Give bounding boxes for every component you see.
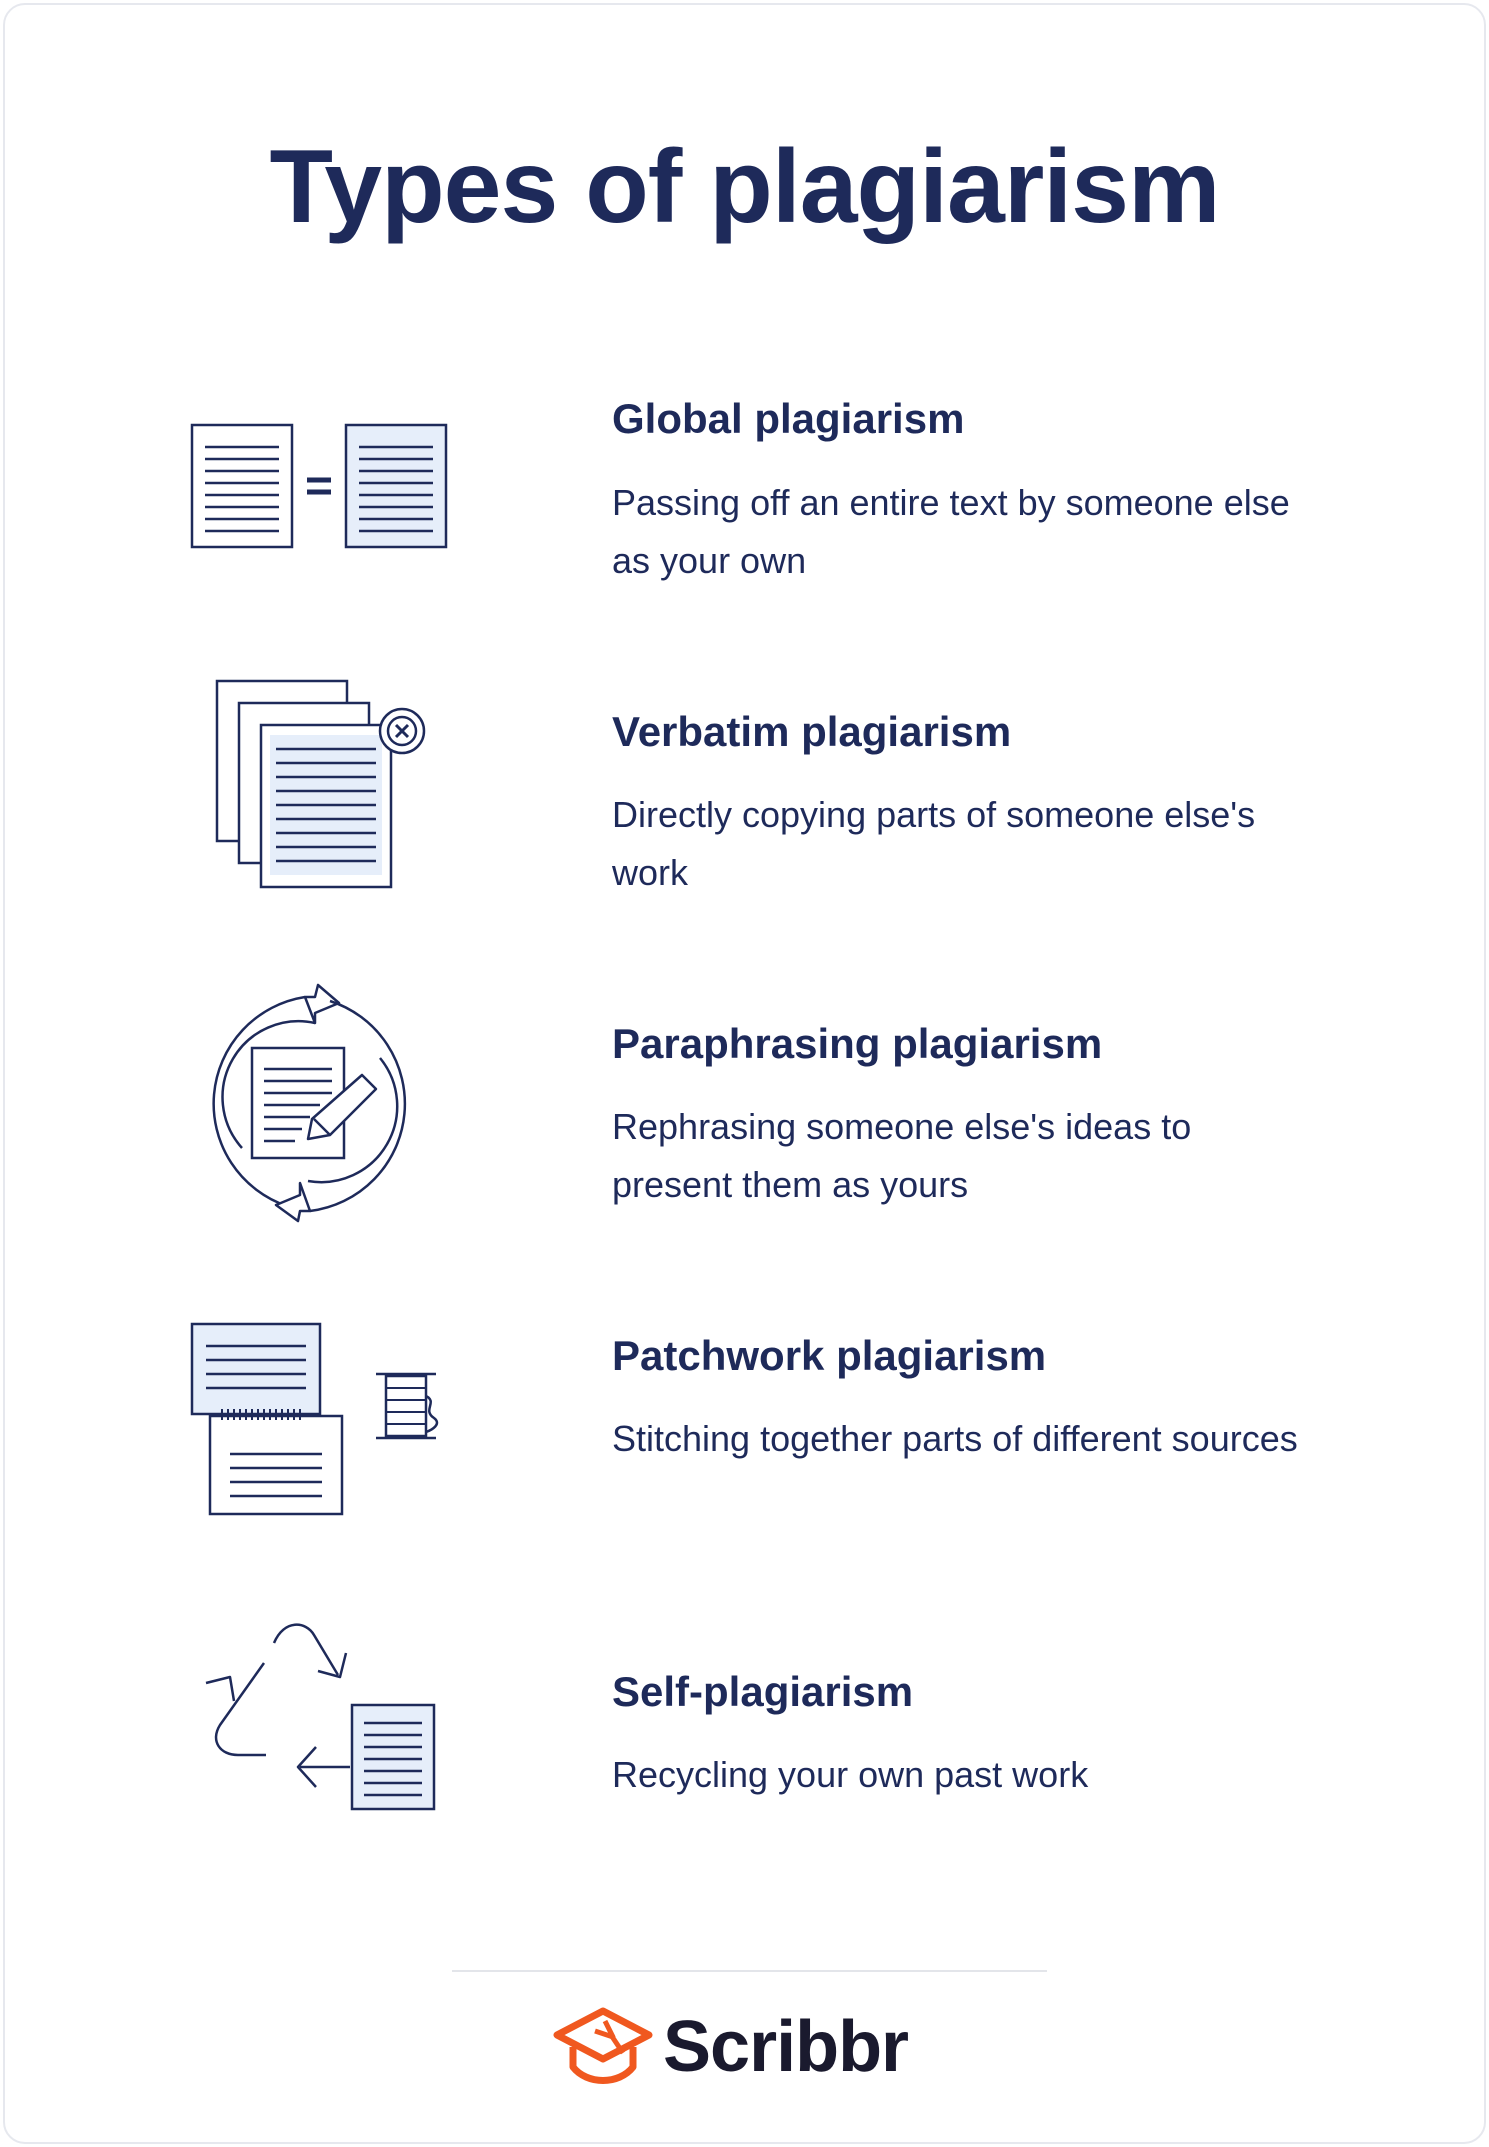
item-description: Stitching together parts of different sources (612, 1418, 1298, 1459)
footer-divider (452, 1970, 1047, 1972)
stitched-pages-icon (190, 1322, 480, 1518)
item-description: Directly copying parts of someone else's work (612, 794, 1256, 893)
item-description: Rephrasing someone else's ideas to present them as yours (612, 1106, 1192, 1205)
infographic-card (3, 3, 1486, 2144)
equal-documents-icon (190, 423, 480, 553)
scribbr-graduation-cap-icon (553, 2007, 653, 2091)
item-description: Passing off an entire text by someone else as your own (612, 482, 1290, 581)
item-description: Recycling your own past work (612, 1754, 1089, 1795)
rewrite-cycle-icon (190, 983, 480, 1223)
item-heading: Paraphrasing plagiarism (612, 1020, 1103, 1067)
copied-pages-icon (190, 679, 480, 891)
item-heading: Verbatim plagiarism (612, 708, 1012, 755)
recycle-document-icon (190, 1615, 480, 1815)
item-heading: Global plagiarism (612, 395, 965, 442)
brand-name: Scribbr (663, 2007, 909, 2087)
item-heading: Self-plagiarism (612, 1668, 914, 1715)
item-heading: Patchwork plagiarism (612, 1332, 1047, 1379)
page-title: Types of plagiarism (269, 129, 1220, 245)
